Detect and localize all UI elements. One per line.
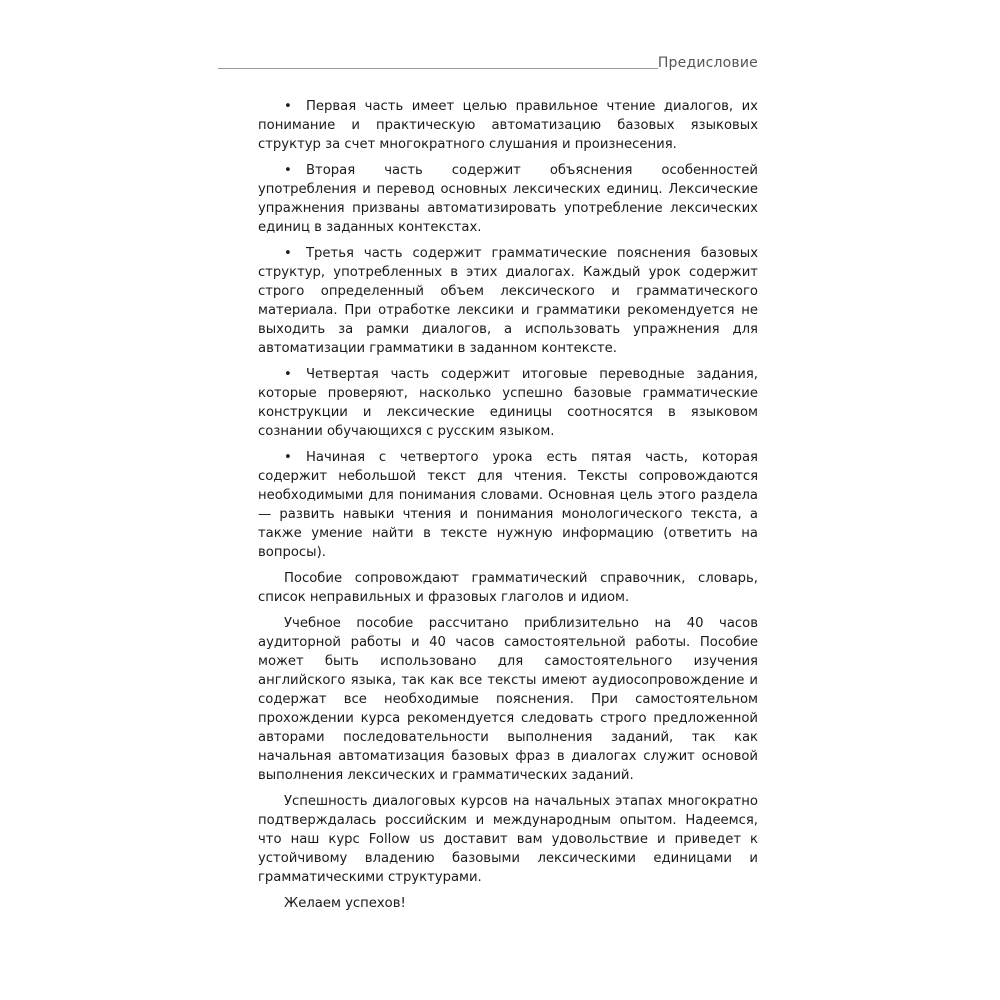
list-item [258, 448, 758, 562]
paragraph: Учебное пособие рассчитано приблизительно на 40 часов аудиторной работы и 40 часов самостоятельной работы. Пособие может быть использовано для самостоятельного изучения английского языка, так как все тексты имеют аудиосопровождение и содержат все необходимые пояснения. При самостоятельном прохождении курса рекомендуется следовать строго предложенной авторами последовательности выполнения заданий, так как начальная автоматизация базовых фраз в диалогах служит основой выполнения лексических и грамматических заданий. [258, 616, 758, 783]
bullet-icon: • [284, 450, 292, 465]
parts-list [258, 97, 758, 562]
bullet-icon: • [284, 367, 292, 382]
list-item-text: Третья часть содержит грамматические пояснения базовых структур, употребленных в этих диалогах. Каждый урок содержит строго определенный объем лексического и грамматического материала. При отработке лексики и грамматики рекомендуется не выходить за рамки диалогов, а использовать упражнения для автоматизации грамматики в заданном контексте. [258, 246, 758, 356]
body-text [258, 97, 758, 913]
header-rule [218, 68, 658, 69]
list-item [258, 97, 758, 154]
list-item-text: Вторая часть содержит объяснения особенностей употребления и перевод основных лексических единиц. Лексические упражнения призваны автоматизировать употребление лексических единиц в заданных контекстах. [258, 163, 758, 235]
running-head: Предисловие [657, 55, 758, 71]
list-item [258, 244, 758, 358]
paragraph: Успешность диалоговых курсов на начальных этапах многократно подтверждалась российским и международным опытом. Надеемся, что наш курс Follow us доставит вам удовольствие и приведет к устойчивому владению базовыми лексическими единицами и грамматическими структурами. [258, 794, 758, 885]
list-item [258, 365, 758, 441]
bullet-icon: • [284, 99, 292, 114]
page-header [218, 54, 758, 74]
bullet-icon: • [284, 246, 292, 261]
list-item [258, 161, 758, 237]
bullet-icon: • [284, 163, 292, 178]
list-item-text: Первая часть имеет целью правильное чтение диалогов, их понимание и практическую автоматизацию базовых языковых структур за счет многократного слушания и произнесения. [258, 99, 758, 152]
list-item-text: Четвертая часть содержит итоговые переводные задания, которые проверяют, насколько успешно базовые грамматические конструкции и лексические единицы соотносятся в языковом сознании обучающихся с русским языком. [258, 367, 758, 439]
list-item-text: Начиная с четвертого урока есть пятая часть, которая содержит небольшой текст для чтения. Тексты сопровождаются необходимыми для понимания словами. Основная цель этого раздела — развить навыки чтения и понимания монологического текста, а также умение найти в тексте нужную информацию (ответить на вопросы). [258, 450, 758, 560]
paragraph: Пособие сопровождают грамматический справочник, словарь, список неправильных и фразовых глаголов и идиом. [258, 571, 758, 605]
closing-line: Желаем успехов! [284, 896, 406, 911]
